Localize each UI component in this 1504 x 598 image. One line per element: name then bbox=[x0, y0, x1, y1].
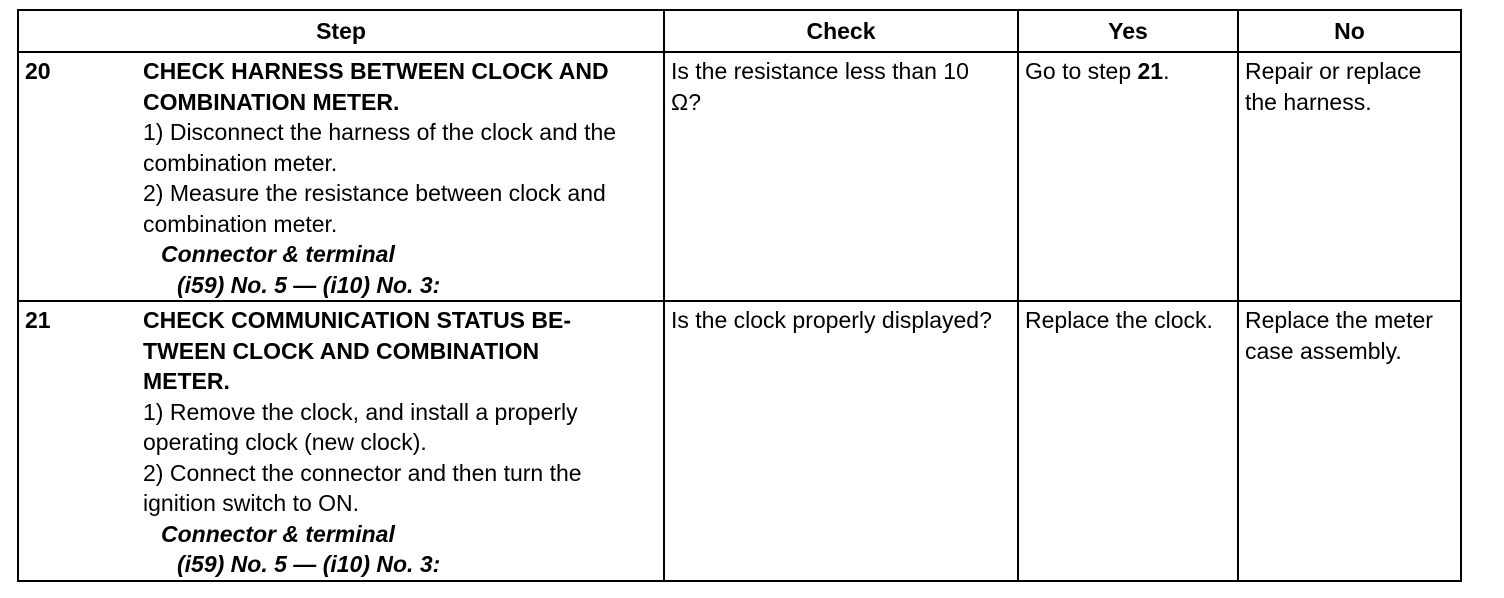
table-row bbox=[18, 301, 1461, 581]
yes-text bbox=[1025, 53, 1231, 87]
step-cell bbox=[18, 301, 664, 581]
step-body bbox=[143, 305, 663, 580]
header-yes: Yes bbox=[1018, 10, 1238, 52]
diagnostic-table bbox=[17, 9, 1462, 582]
yes-text-prefix: Go to step bbox=[1025, 58, 1138, 84]
step-title: CHECK COMMUNICATION STATUS BE- bbox=[143, 307, 572, 333]
connector-value: (i59) No. 5 — (i10) No. 3: bbox=[177, 271, 441, 298]
check-text: Is the clock properly displayed? bbox=[671, 307, 992, 333]
substep-text: 1) Remove the clock, and install a properly bbox=[143, 398, 578, 425]
no-text: case assembly. bbox=[1245, 337, 1402, 364]
check-cell bbox=[664, 301, 1018, 581]
step-number: 21 bbox=[25, 307, 51, 333]
yes-cell bbox=[1018, 301, 1238, 581]
substep-text: 2) Measure the resistance between clock and bbox=[143, 180, 606, 206]
yes-text: Replace the clock. bbox=[1025, 307, 1213, 333]
substep-text: 2) Connect the connector and then turn the bbox=[143, 459, 582, 486]
check-cell bbox=[664, 52, 1018, 301]
no-cell bbox=[1238, 52, 1461, 301]
header-row bbox=[18, 10, 1461, 52]
step-cell bbox=[18, 52, 664, 301]
connector-value: (i59) No. 5 — (i10) No. 3: bbox=[177, 551, 441, 577]
header-step: Step bbox=[18, 10, 664, 52]
substep-text: 1) Disconnect the harness of the clock and the bbox=[143, 119, 617, 145]
table-row bbox=[18, 52, 1461, 301]
yes-cell bbox=[1018, 52, 1238, 301]
no-text: Repair or replace bbox=[1245, 58, 1422, 84]
check-text: Ω? bbox=[671, 88, 701, 115]
step-body bbox=[143, 56, 663, 300]
yes-text-suffix: . bbox=[1163, 58, 1170, 84]
step-title: TWEEN CLOCK AND COMBINATION bbox=[143, 337, 540, 364]
step-number: 20 bbox=[25, 58, 51, 84]
no-cell bbox=[1238, 301, 1461, 581]
yes-step-ref: 21 bbox=[1137, 58, 1164, 84]
substep-text: combination meter. bbox=[143, 149, 338, 176]
step-title: METER. bbox=[143, 368, 230, 394]
substep-text: combination meter. bbox=[143, 210, 338, 237]
substep-text: ignition switch to ON. bbox=[143, 490, 360, 516]
check-text: Is the resistance less than 10 bbox=[671, 58, 969, 84]
no-text: the harness. bbox=[1245, 88, 1372, 115]
no-text: Replace the meter bbox=[1245, 307, 1433, 333]
connector-label: Connector & terminal bbox=[161, 520, 395, 547]
substep-text: operating clock (new clock). bbox=[143, 429, 427, 455]
step-title: CHECK HARNESS BETWEEN CLOCK AND bbox=[143, 58, 609, 84]
header-no: No bbox=[1238, 10, 1461, 52]
step-title: COMBINATION METER. bbox=[143, 88, 400, 115]
connector-label: Connector & terminal bbox=[161, 241, 395, 267]
header-check: Check bbox=[664, 10, 1018, 52]
